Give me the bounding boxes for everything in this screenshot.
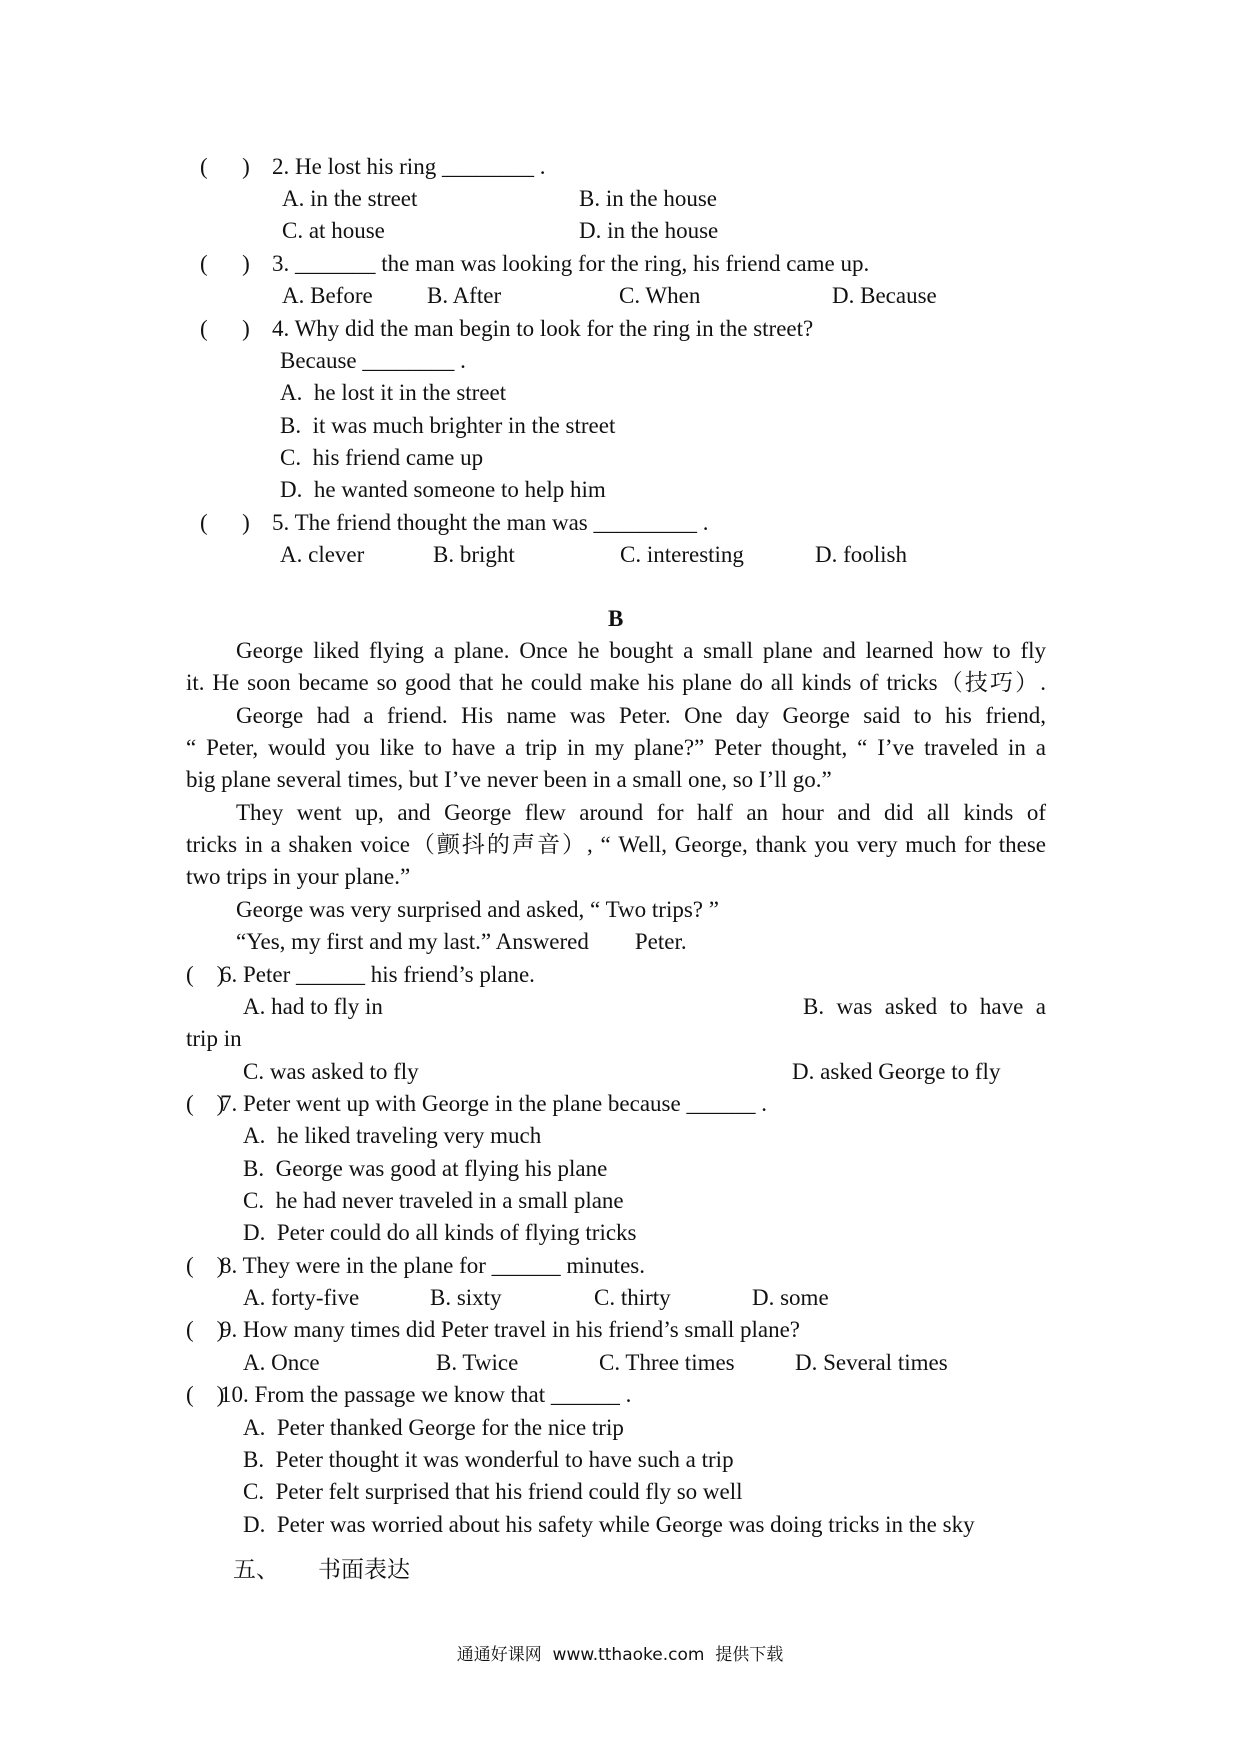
option-a: A. he liked traveling very much <box>243 1123 542 1148</box>
passage-line: tricks in a shaken voice（颤抖的声音）, “ Well, George, thank you very much for these <box>186 832 1046 857</box>
option-a: A. clever <box>280 542 365 567</box>
option-b: B. it was much brighter in the street <box>280 413 616 438</box>
option-a: A. Once <box>243 1350 320 1375</box>
section-title: 书面表达 <box>318 1557 410 1582</box>
answer-bracket: ( ) <box>200 510 250 535</box>
option-a: A. forty-five <box>243 1285 360 1310</box>
question-stem: 3. _______ the man was looking for the ring, his friend came up. <box>272 251 870 276</box>
section-number: 五、 <box>233 1557 279 1582</box>
option-c: C. Peter felt surprised that his friend could fly so well <box>243 1479 743 1504</box>
option-a: A. had to fly in <box>243 994 383 1019</box>
option-d: D. some <box>752 1285 829 1310</box>
answer-bracket: ( ) <box>186 1382 225 1407</box>
option-a: A. in the street <box>282 186 418 211</box>
passage-line: George had a friend. His name was Peter. One day George said to his friend, <box>236 703 1046 728</box>
question-stem: 8. They were in the plane for ______ minutes. <box>220 1253 645 1278</box>
option-b: B. After <box>427 283 502 308</box>
option-b: B. Twice <box>436 1350 519 1375</box>
question-stem: 5. The friend thought the man was _________ . <box>272 510 709 535</box>
option-d: D. Peter could do all kinds of flying tricks <box>243 1220 637 1245</box>
answer-bracket: ( ) <box>200 251 250 276</box>
question-stem: 10. From the passage we know that ______ . <box>220 1382 632 1407</box>
option-d: D. in the house <box>579 218 719 243</box>
option-d: D. Several times <box>795 1350 948 1375</box>
option-a: A. Peter thanked George for the nice trip <box>243 1415 624 1440</box>
passage-line: George liked flying a plane. Once he bought a small plane and learned how to fly <box>236 638 1046 663</box>
question-stem-continuation: Because ________ . <box>280 348 466 373</box>
answer-bracket: ( ) <box>186 962 225 987</box>
option-b: B. George was good at flying his plane <box>243 1156 608 1181</box>
passage-line: George was very surprised and asked, “ Two trips? ” <box>236 897 719 922</box>
option-d: D. asked George to fly <box>792 1059 1001 1084</box>
option-b: B. Peter thought it was wonderful to have such a trip <box>243 1447 734 1472</box>
passage-line: two trips in your plane.” <box>186 864 411 889</box>
option-c: C. was asked to fly <box>243 1059 419 1084</box>
option-b: B. was asked to have a <box>803 994 1046 1019</box>
option-c: C. his friend came up <box>280 445 484 470</box>
answer-bracket: ( ) <box>186 1091 225 1116</box>
option-b-continuation: trip in <box>186 1026 242 1051</box>
question-stem: 7. Peter went up with George in the plane because ______ . <box>220 1091 767 1116</box>
option-c: C. interesting <box>620 542 744 567</box>
question-stem: 6. Peter ______ his friend’s plane. <box>220 962 535 987</box>
passage-line: “ Peter, would you like to have a trip in my plane?” Peter thought, “ I’ve traveled in a <box>186 735 1046 760</box>
question-stem: 9. How many times did Peter travel in his friend’s small plane? <box>220 1317 800 1342</box>
answer-bracket: ( ) <box>200 154 250 179</box>
option-d: D. Peter was worried about his safety while George was doing tricks in the sky <box>243 1512 975 1537</box>
option-c: C. thirty <box>594 1285 671 1310</box>
option-b: B. bright <box>433 542 515 567</box>
page-footer: 通通好课网 www.tthaoke.com 提供下载 <box>456 1645 784 1665</box>
passage-line: They went up, and George flew around for half an hour and did all kinds of <box>236 800 1046 825</box>
option-c: C. Three times <box>599 1350 735 1375</box>
option-b: B. sixty <box>430 1285 502 1310</box>
option-a: A. he lost it in the street <box>280 380 507 405</box>
question-stem: 4. Why did the man begin to look for the ring in the street? <box>272 316 814 341</box>
option-a: A. Before <box>282 283 373 308</box>
passage-line: big plane several times, but I’ve never been in a small one, so I’ll go.” <box>186 767 832 792</box>
option-b: B. in the house <box>579 186 717 211</box>
passage-line: it. He soon became so good that he could make his plane do all kinds of tricks（技巧）. <box>186 670 1046 695</box>
option-d: D. Because <box>832 283 937 308</box>
option-d: D. foolish <box>815 542 907 567</box>
option-c: C. he had never traveled in a small plane <box>243 1188 624 1213</box>
answer-bracket: ( ) <box>200 316 250 341</box>
answer-bracket: ( ) <box>186 1253 225 1278</box>
option-c: C. at house <box>282 218 385 243</box>
passage-line: “Yes, my first and my last.” Answered Peter. <box>236 929 687 954</box>
section-heading: B <box>608 606 624 631</box>
question-stem: 2. He lost his ring ________ . <box>272 154 546 179</box>
answer-bracket: ( ) <box>186 1317 225 1342</box>
option-d: D. he wanted someone to help him <box>280 477 606 502</box>
option-c: C. When <box>619 283 701 308</box>
